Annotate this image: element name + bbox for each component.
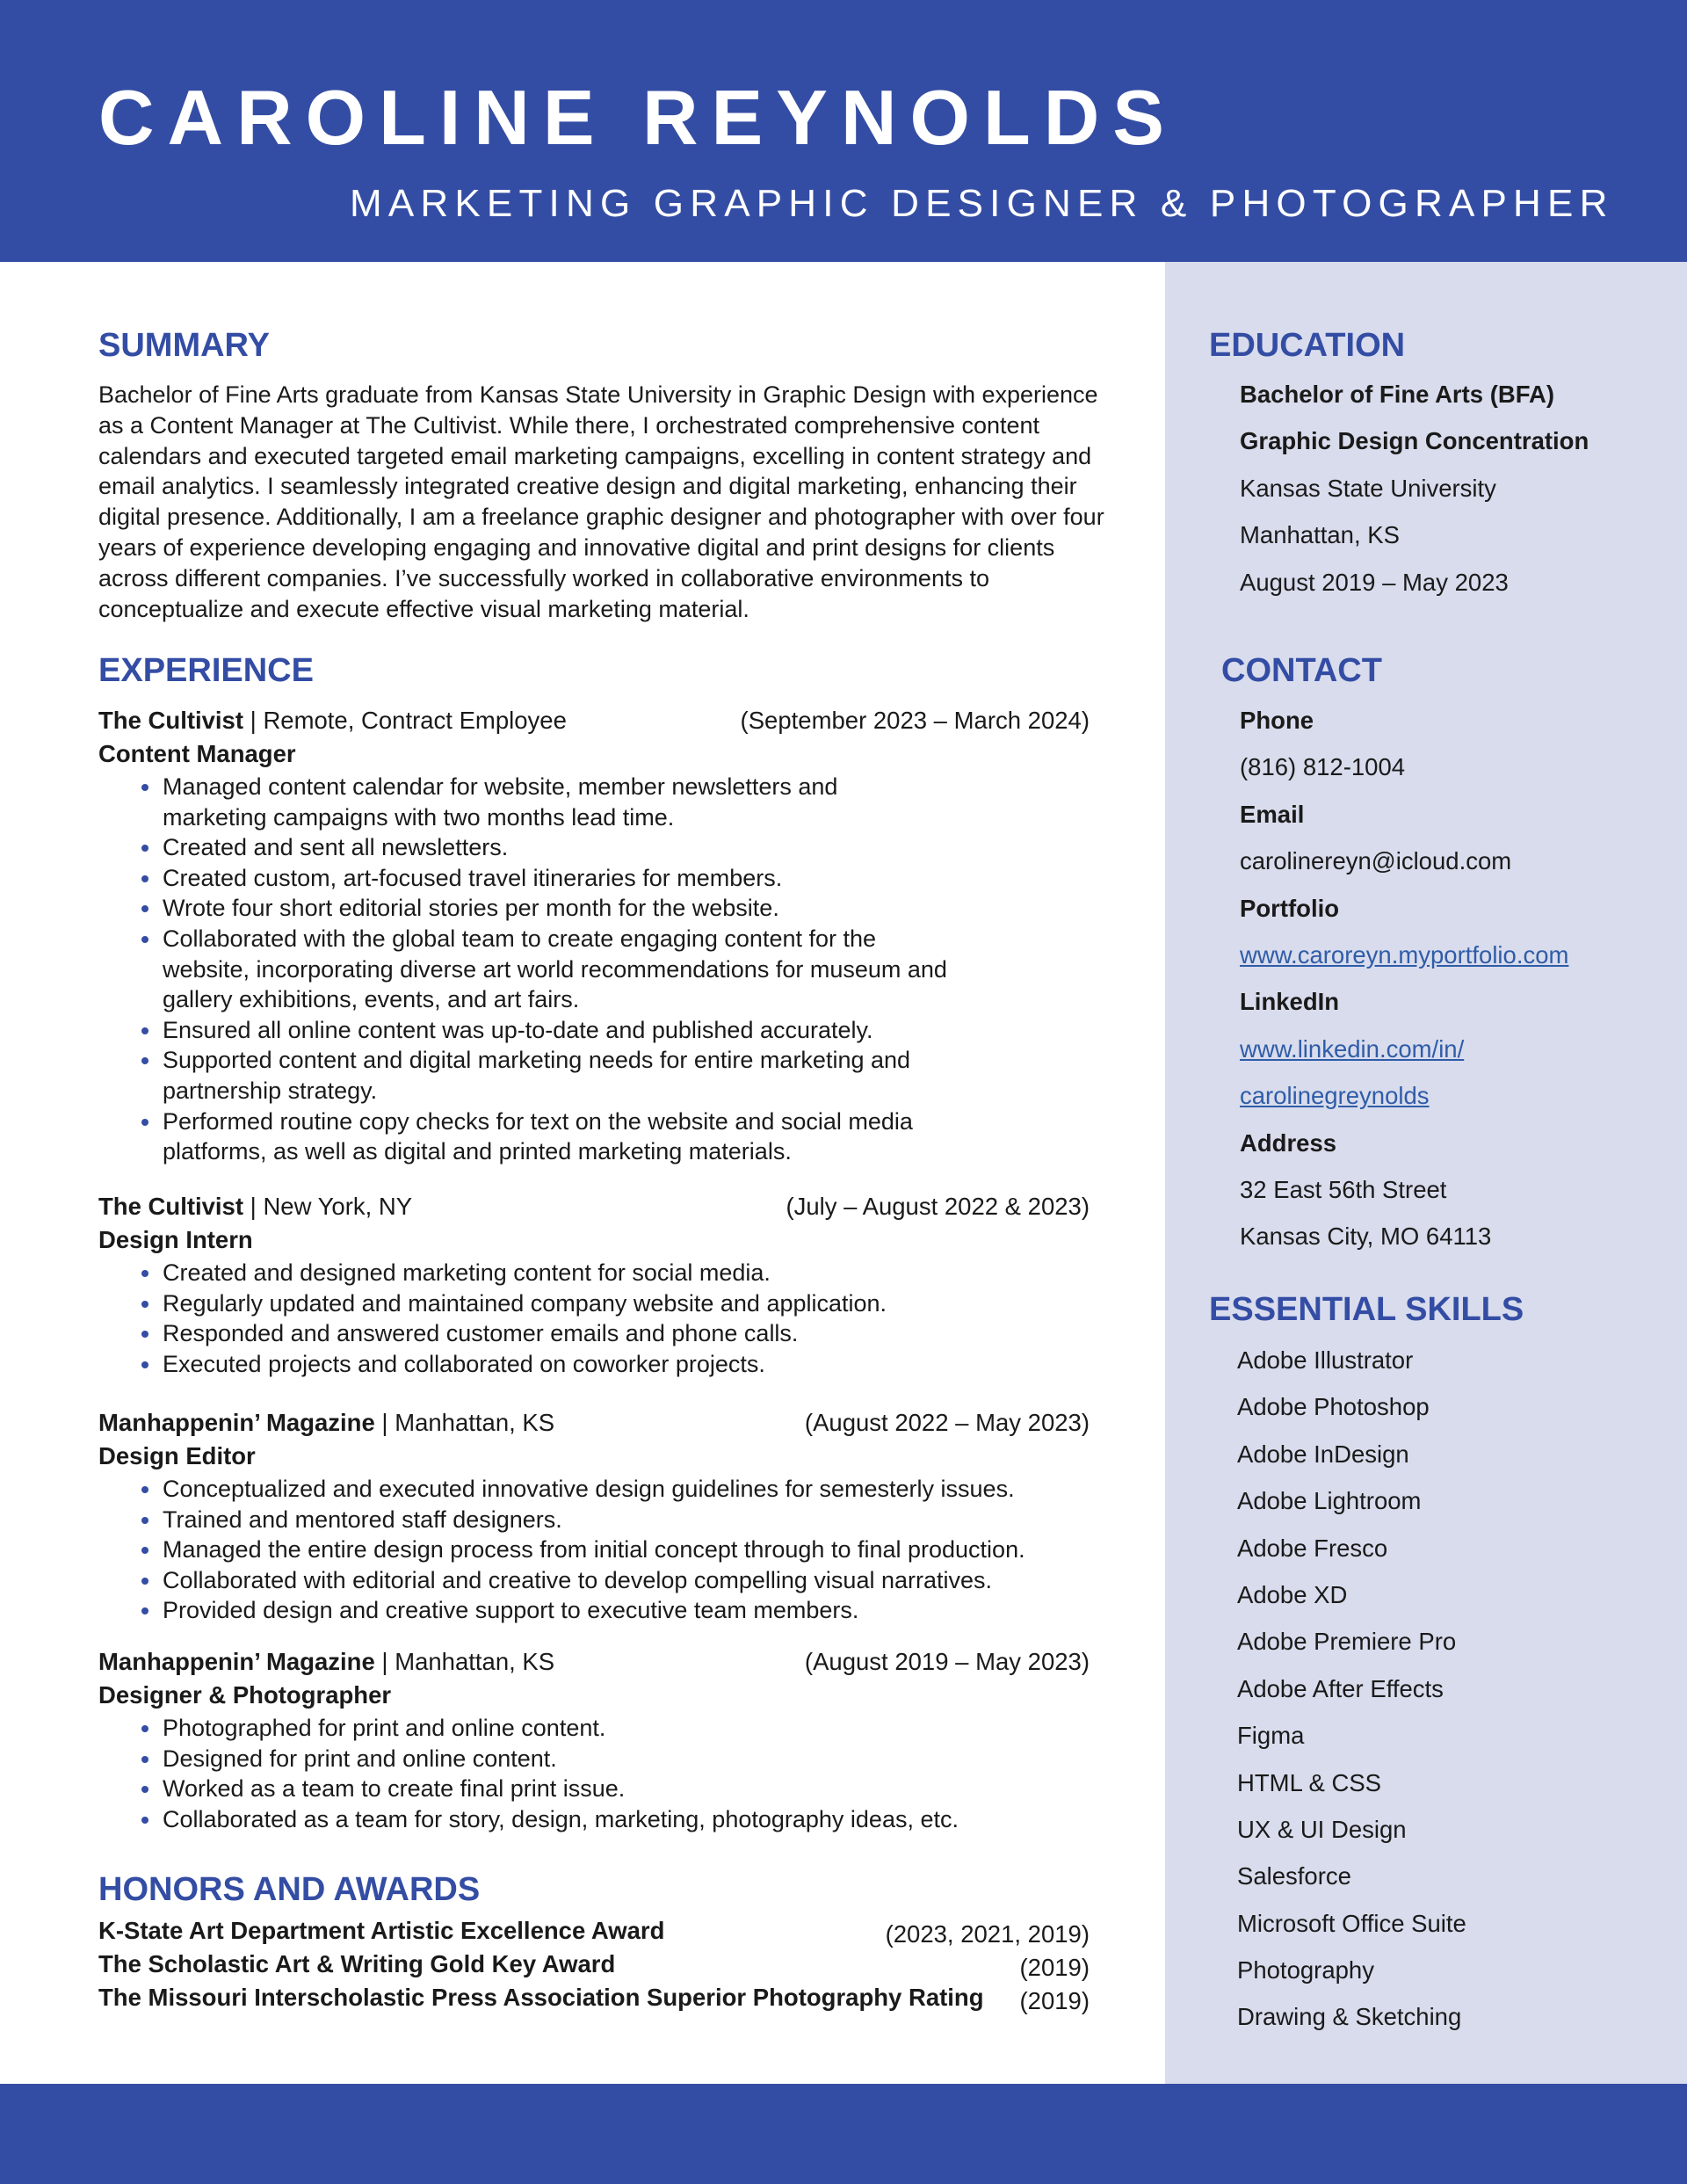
phone-value: (816) 812-1004 bbox=[1240, 753, 1406, 781]
award-item bbox=[98, 1981, 1090, 2014]
skill-item: Adobe InDesign bbox=[1237, 1440, 1409, 1468]
job-title: Design Intern bbox=[98, 1226, 253, 1253]
education-heading: EDUCATION bbox=[1209, 327, 1406, 364]
skill-item: Adobe Lightroom bbox=[1237, 1487, 1422, 1515]
linkedin-link-continued[interactable]: carolinegreynolds bbox=[1240, 1082, 1430, 1110]
contact-heading: CONTACT bbox=[1221, 652, 1382, 689]
education-dates: August 2019 – May 2023 bbox=[1240, 568, 1509, 596]
portfolio-link[interactable]: www.caroreyn.myportfolio.com bbox=[1240, 940, 1569, 969]
job-company: The Cultivist bbox=[98, 707, 244, 734]
bullet-item: Created and designed marketing content for social media. bbox=[163, 1258, 1090, 1288]
job-location: | Manhattan, KS bbox=[374, 1648, 555, 1675]
header-banner bbox=[0, 0, 1687, 262]
education-concentration: Graphic Design Concentration bbox=[1240, 427, 1589, 455]
bullet-item: Trained and mentored staff designers. bbox=[163, 1505, 1090, 1535]
bullet-item: Photographed for print and online content. bbox=[163, 1713, 1090, 1744]
skill-item: Photography bbox=[1237, 1956, 1374, 1984]
job-entry bbox=[98, 1189, 1090, 1379]
skill-item: Adobe XD bbox=[1237, 1580, 1348, 1608]
award-item bbox=[98, 1914, 1090, 1948]
award-name: K-State Art Department Artistic Excellence Award bbox=[98, 1917, 665, 1944]
bullet-item: Provided design and creative support to executive team members. bbox=[163, 1595, 1090, 1626]
job-header bbox=[98, 703, 1090, 738]
job-entry bbox=[98, 1644, 1090, 1834]
candidate-role: MARKETING GRAPHIC DESIGNER & PHOTOGRAPHER bbox=[350, 182, 1614, 225]
award-years: (2019) bbox=[1019, 1954, 1090, 1981]
job-bullets bbox=[98, 772, 1090, 1167]
portfolio-label: Portfolio bbox=[1240, 894, 1340, 922]
education-school: Kansas State University bbox=[1240, 474, 1496, 502]
skill-item: Adobe Illustrator bbox=[1237, 1346, 1414, 1374]
skill-item: Microsoft Office Suite bbox=[1237, 1909, 1466, 1937]
bullet-item: Wrote four short editorial stories per month for the website. bbox=[163, 893, 1090, 924]
skill-item: Adobe Fresco bbox=[1237, 1534, 1388, 1562]
job-company: The Cultivist bbox=[98, 1193, 244, 1220]
skill-item: Adobe Photoshop bbox=[1237, 1393, 1430, 1421]
address-label: Address bbox=[1240, 1128, 1337, 1157]
address-line: Kansas City, MO 64113 bbox=[1240, 1223, 1492, 1251]
address-line: 32 East 56th Street bbox=[1240, 1175, 1447, 1203]
job-location: | Manhattan, KS bbox=[374, 1409, 555, 1436]
bullet-item: Responded and answered customer emails and phone calls. bbox=[163, 1318, 1090, 1349]
job-location: | Remote, Contract Employee bbox=[243, 707, 567, 734]
bullet-item: Managed the entire design process from initial concept through to final production. bbox=[163, 1535, 1090, 1565]
job-bullets bbox=[98, 1474, 1090, 1626]
job-title: Content Manager bbox=[98, 740, 296, 767]
bullet-item: Executed projects and collaborated on coworker projects. bbox=[163, 1349, 1090, 1380]
footer-banner bbox=[0, 2084, 1687, 2184]
summary-text: Bachelor of Fine Arts graduate from Kansas State University in Graphic Design with experience as a Content Manager at The Cultivist. While there, I orchestrated comprehensive content calendars and executed targeted email marketing campaigns, excelling in content strategy and email analytics. I seamlessly integrated creative design and digital marketing, enhancing their digital presence. Additionally, I am a freelance graphic designer and photographer with over four years of experience developing engaging and innovative digital and print designs for clients across different companies. I’ve successfully worked in collaborative environments to conceptualize and execute effective visual marketing material. bbox=[98, 381, 1104, 622]
bullet-item: Ensured all online content was up-to-date and published accurately. bbox=[163, 1015, 1090, 1046]
job-header bbox=[98, 1644, 1090, 1680]
award-years: (2023, 2021, 2019) bbox=[885, 1920, 1090, 1948]
bullet-item: Designed for print and online content. bbox=[163, 1744, 1090, 1774]
job-entry bbox=[98, 1405, 1090, 1626]
job-dates: (September 2023 – March 2024) bbox=[740, 707, 1090, 734]
job-header bbox=[98, 1405, 1090, 1440]
contact-details bbox=[1240, 697, 1687, 1260]
award-name: The Scholastic Art & Writing Gold Key Award bbox=[98, 1950, 616, 1977]
skills-heading: ESSENTIAL SKILLS bbox=[1209, 1291, 1524, 1328]
bullet-item: Regularly updated and maintained company website and application. bbox=[163, 1288, 1090, 1319]
linkedin-label: LinkedIn bbox=[1240, 988, 1340, 1016]
email-value: carolinereyn@icloud.com bbox=[1240, 847, 1512, 875]
job-bullets bbox=[98, 1258, 1090, 1379]
skills-list bbox=[1237, 1337, 1687, 2041]
job-dates: (July – August 2022 & 2023) bbox=[786, 1193, 1090, 1220]
bullet-item: Supported content and digital marketing needs for entire marketing and partnership strategy. bbox=[163, 1045, 918, 1106]
awards-list bbox=[98, 1914, 1090, 2014]
education-degree: Bachelor of Fine Arts (BFA) bbox=[1240, 381, 1555, 408]
bullet-item: Created and sent all newsletters. bbox=[163, 832, 1090, 863]
experience-heading: EXPERIENCE bbox=[98, 652, 314, 689]
bullet-item: Created custom, art-focused travel itineraries for members. bbox=[163, 863, 1090, 894]
candidate-name: CAROLINE REYNOLDS bbox=[98, 74, 1177, 161]
skill-item: Drawing & Sketching bbox=[1237, 2003, 1462, 2031]
education-location: Manhattan, KS bbox=[1240, 521, 1400, 549]
job-title: Design Editor bbox=[98, 1442, 256, 1469]
skill-item: UX & UI Design bbox=[1237, 1815, 1407, 1843]
honors-heading: HONORS AND AWARDS bbox=[98, 1871, 481, 1908]
award-name: The Missouri Interscholastic Press Association Superior Photography Rating bbox=[98, 1984, 984, 2011]
job-entry bbox=[98, 703, 1090, 1167]
job-company: Manhappenin’ Magazine bbox=[98, 1409, 375, 1436]
job-title: Designer & Photographer bbox=[98, 1681, 392, 1709]
skill-item: Figma bbox=[1237, 1722, 1305, 1750]
job-bullets bbox=[98, 1713, 1090, 1834]
job-dates: (August 2022 – May 2023) bbox=[804, 1409, 1090, 1436]
award-years: (2019) bbox=[1019, 1987, 1090, 2014]
job-header bbox=[98, 1189, 1090, 1224]
bullet-item: Collaborated as a team for story, design, marketing, photography ideas, etc. bbox=[163, 1804, 1090, 1835]
job-location: | New York, NY bbox=[243, 1193, 413, 1220]
email-label: Email bbox=[1240, 800, 1305, 828]
bullet-item: Managed content calendar for website, member newsletters and marketing campaigns with two months lead time. bbox=[163, 772, 936, 832]
job-company: Manhappenin’ Magazine bbox=[98, 1648, 375, 1675]
skill-item: Adobe After Effects bbox=[1237, 1674, 1444, 1702]
skill-item: Adobe Premiere Pro bbox=[1237, 1628, 1457, 1656]
phone-label: Phone bbox=[1240, 707, 1314, 734]
award-item bbox=[98, 1948, 1090, 1981]
education-details bbox=[1240, 371, 1687, 606]
skill-item: HTML & CSS bbox=[1237, 1768, 1382, 1796]
bullet-item: Collaborated with the global team to create engaging content for the website, incorporating diverse art world recommendations for museum and gallery exhibitions, events, and art fairs. bbox=[163, 924, 953, 1015]
bullet-item: Conceptualized and executed innovative design guidelines for semesterly issues. bbox=[163, 1474, 1090, 1505]
bullet-item: Worked as a team to create final print issue. bbox=[163, 1774, 1090, 1804]
linkedin-link[interactable]: www.linkedin.com/in/ bbox=[1240, 1034, 1465, 1063]
skill-item: Salesforce bbox=[1237, 1862, 1351, 1890]
bullet-item: Collaborated with editorial and creative to develop compelling visual narratives. bbox=[163, 1565, 1090, 1596]
summary-heading: SUMMARY bbox=[98, 327, 270, 364]
job-dates: (August 2019 – May 2023) bbox=[804, 1648, 1090, 1675]
bullet-item: Performed routine copy checks for text on the website and social media platforms, as well as digital and printed marketing materials. bbox=[163, 1107, 918, 1167]
